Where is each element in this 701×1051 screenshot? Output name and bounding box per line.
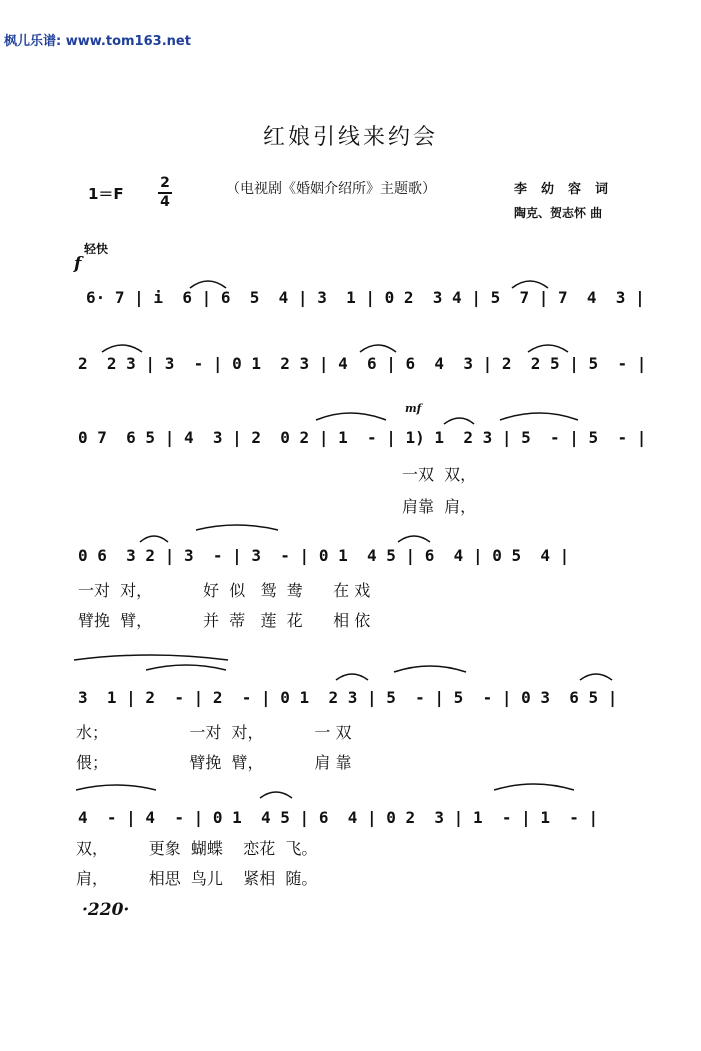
staff-line-6 xyxy=(0,800,701,840)
dynamic-forte: f xyxy=(74,254,82,274)
lyric-line-6-verse-1: 双， 更象 蝴蝶 恋花 飞。 xyxy=(76,839,318,858)
staff-line-4 xyxy=(0,538,701,578)
dynamic-mezzo-forte: mf xyxy=(405,402,422,415)
key-signature: 1＝F xyxy=(88,185,124,203)
notes-line-5: 3 1 | 2 - | 2 - | 0 1 2 3 | 5 - | 5 - | 0 3 6 5 | xyxy=(78,688,618,707)
time-signature xyxy=(158,176,172,210)
lyric-line-3-verse-2: 肩靠 肩， xyxy=(402,497,477,516)
lyric-line-6-verse-2: 肩， 相思 鸟儿 紧相 随。 xyxy=(76,869,318,888)
lyricist: 李幼容词 xyxy=(514,182,623,197)
watermark: 枫儿乐谱: www.tom163.net xyxy=(4,34,191,49)
staff-line-2 xyxy=(0,346,701,386)
staff-line-1 xyxy=(0,280,701,320)
staff-line-3 xyxy=(0,420,701,460)
tempo-marking: 轻快 xyxy=(84,242,109,256)
lyric-line-3-verse-1: 一双 双， xyxy=(402,465,477,484)
notes-line-6: 4 - | 4 - | 0 1 4 5 | 6 4 | 0 2 3 | 1 - | 1 - | xyxy=(78,808,599,827)
notes-line-4: 0 6 3 2 | 3 - | 3 - | 0 1 4 5 | 6 4 | 0 5 4 | xyxy=(78,546,570,565)
staff-line-5 xyxy=(0,680,701,720)
lyric-line-4-verse-2: 臂挽 臂， 并 蒂 莲 花 相 依 xyxy=(78,611,371,630)
subtitle: （电视剧《婚姻介绍所》主题歌） xyxy=(226,181,436,197)
lyric-line-5-verse-1: 水； 一对 对， 一 双 xyxy=(76,723,352,742)
page-number: ·220· xyxy=(82,900,130,920)
notes-line-2: 2 2 3 | 3 - | 0 1 2 3 | 4 6 | 6 4 3 | 2 2 5 | 5 - | xyxy=(78,354,647,373)
meter-top: 2 xyxy=(160,175,170,191)
meter-bottom: 4 xyxy=(160,194,170,210)
page-title: 红娘引线来约会 xyxy=(262,125,438,150)
notes-line-3: 0 7 6 5 | 4 3 | 2 0 2 | 1 - | 1) 1 2 3 | 5 - | 5 - | xyxy=(78,428,647,447)
composer: 陶克、贺志怀 曲 xyxy=(514,206,603,220)
lyric-line-4-verse-1: 一对 对， 好 似 鸳 鸯 在 戏 xyxy=(78,581,371,600)
notes-line-1: 6· 7 | i 6 | 6 5 4 | 3 1 | 0 2 3 4 | 5 7 | 7 4 3 | xyxy=(86,288,645,307)
lyric-line-5-verse-2: 偎； 臂挽 臂， 肩 靠 xyxy=(76,753,352,772)
